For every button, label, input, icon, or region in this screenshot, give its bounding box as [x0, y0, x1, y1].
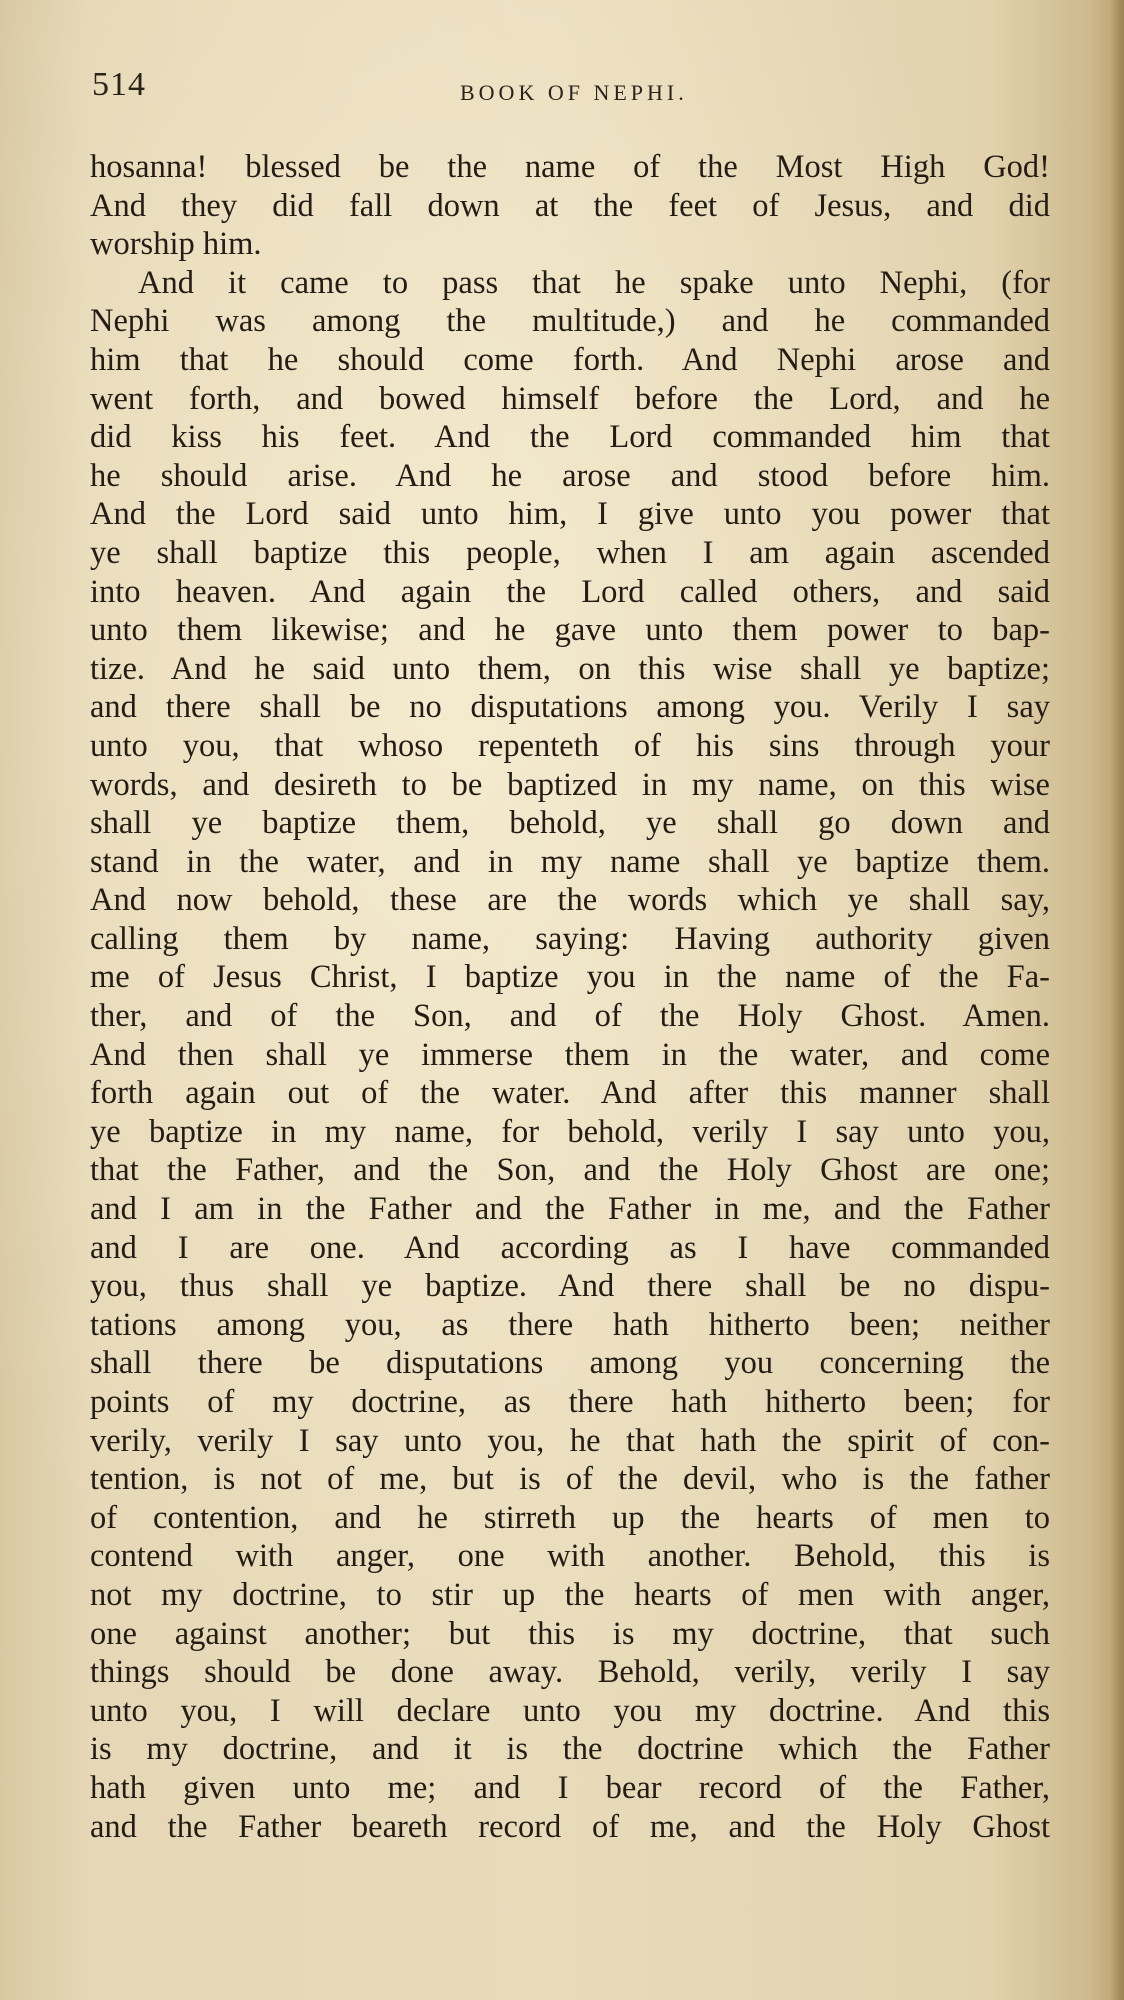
text-line: and the Father beareth record of me, and the Holy Ghost — [90, 1808, 1050, 1845]
text-line: words, and desireth to be baptized in my name, on this wise — [90, 766, 1050, 803]
paragraph-start-line: And it came to pass that he spake unto Nephi, (for — [138, 264, 1050, 301]
text-line: you, thus shall ye baptize. And there shall be no dispu- — [90, 1268, 1050, 1305]
text-line: calling them by name, saying: Having authority given — [90, 920, 1050, 957]
text-line: went forth, and bowed himself before the Lord, and he — [90, 380, 1050, 417]
text-line: ye shall baptize this people, when I am again ascended — [90, 534, 1050, 571]
text-line: And now behold, these are the words which ye shall say, — [90, 882, 1050, 919]
text-line: that the Father, and the Son, and the Holy Ghost are one; — [90, 1152, 1050, 1189]
text-line: tize. And he said unto them, on this wise shall ye baptize; — [90, 650, 1050, 687]
text-line: points of my doctrine, as there hath hitherto been; for — [90, 1384, 1050, 1420]
text-line: verily, verily I say unto you, he that hath the spirit of con- — [90, 1422, 1050, 1459]
text-line: did kiss his feet. And the Lord commanded him that — [90, 419, 1050, 456]
text-line: and I am in the Father and the Father in me, and the Father — [90, 1191, 1050, 1228]
page-gutter-shadow — [1110, 0, 1124, 2000]
text-line: of contention, and he stirreth up the hearts of men to — [90, 1499, 1050, 1536]
text-line: is my doctrine, and it is the doctrine which the Father — [90, 1731, 1050, 1768]
text-line: tention, is not of me, but is of the devil, who is the father — [90, 1461, 1050, 1498]
text-line: not my doctrine, to stir up the hearts of men with anger, — [90, 1576, 1050, 1613]
text-line: one against another; but this is my doctrine, that such — [90, 1615, 1050, 1652]
text-line: ther, and of the Son, and of the Holy Ghost. Amen. — [90, 998, 1050, 1035]
text-line: tations among you, as there hath hitherto been; neither — [90, 1306, 1050, 1343]
text-line: And they did fall down at the feet of Jesus, and did — [90, 187, 1050, 224]
text-line: ye baptize in my name, for behold, verily I say unto you, — [90, 1113, 1050, 1150]
page-number: 514 — [92, 66, 146, 103]
text-line: And then shall ye immerse them in the water, and come — [90, 1036, 1050, 1073]
text-line: into heaven. And again the Lord called others, and said — [90, 573, 1050, 610]
text-line: Nephi was among the multitude,) and he commanded — [90, 303, 1050, 340]
text-line: unto you, I will declare unto you my doctrine. And this — [90, 1692, 1050, 1729]
text-line: And the Lord said unto him, I give unto you power that — [90, 496, 1050, 533]
text-line: things should be done away. Behold, verily, verily I say — [90, 1654, 1050, 1691]
text-line: hosanna! blessed be the name of the Most High God! — [90, 149, 1050, 185]
running-title: BOOK OF NEPHI. — [460, 80, 688, 105]
text-line: unto them likewise; and he gave unto them power to bap- — [90, 612, 1050, 649]
text-line: he should arise. And he arose and stood before him. — [90, 457, 1050, 494]
text-line: shall there be disputations among you concerning the — [90, 1345, 1050, 1382]
text-line: contend with anger, one with another. Behold, this is — [90, 1538, 1050, 1575]
text-line: him that he should come forth. And Nephi arose and — [90, 341, 1050, 378]
text-line: stand in the water, and in my name shall ye baptize them. — [90, 843, 1050, 880]
running-head — [0, 60, 1124, 120]
text-line: shall ye baptize them, behold, ye shall go down and — [90, 805, 1050, 842]
text-line: me of Jesus Christ, I baptize you in the name of the Fa- — [90, 959, 1050, 996]
text-line: and there shall be no disputations among you. Verily I say — [90, 689, 1050, 726]
text-line: worship him. — [90, 226, 262, 263]
text-line: unto you, that whoso repenteth of his sins through your — [90, 727, 1050, 764]
body-text — [90, 148, 1050, 1846]
text-line: and I are one. And according as I have commanded — [90, 1229, 1050, 1266]
text-line: forth again out of the water. And after this manner shall — [90, 1075, 1050, 1112]
text-line: hath given unto me; and I bear record of the Father, — [90, 1769, 1050, 1806]
